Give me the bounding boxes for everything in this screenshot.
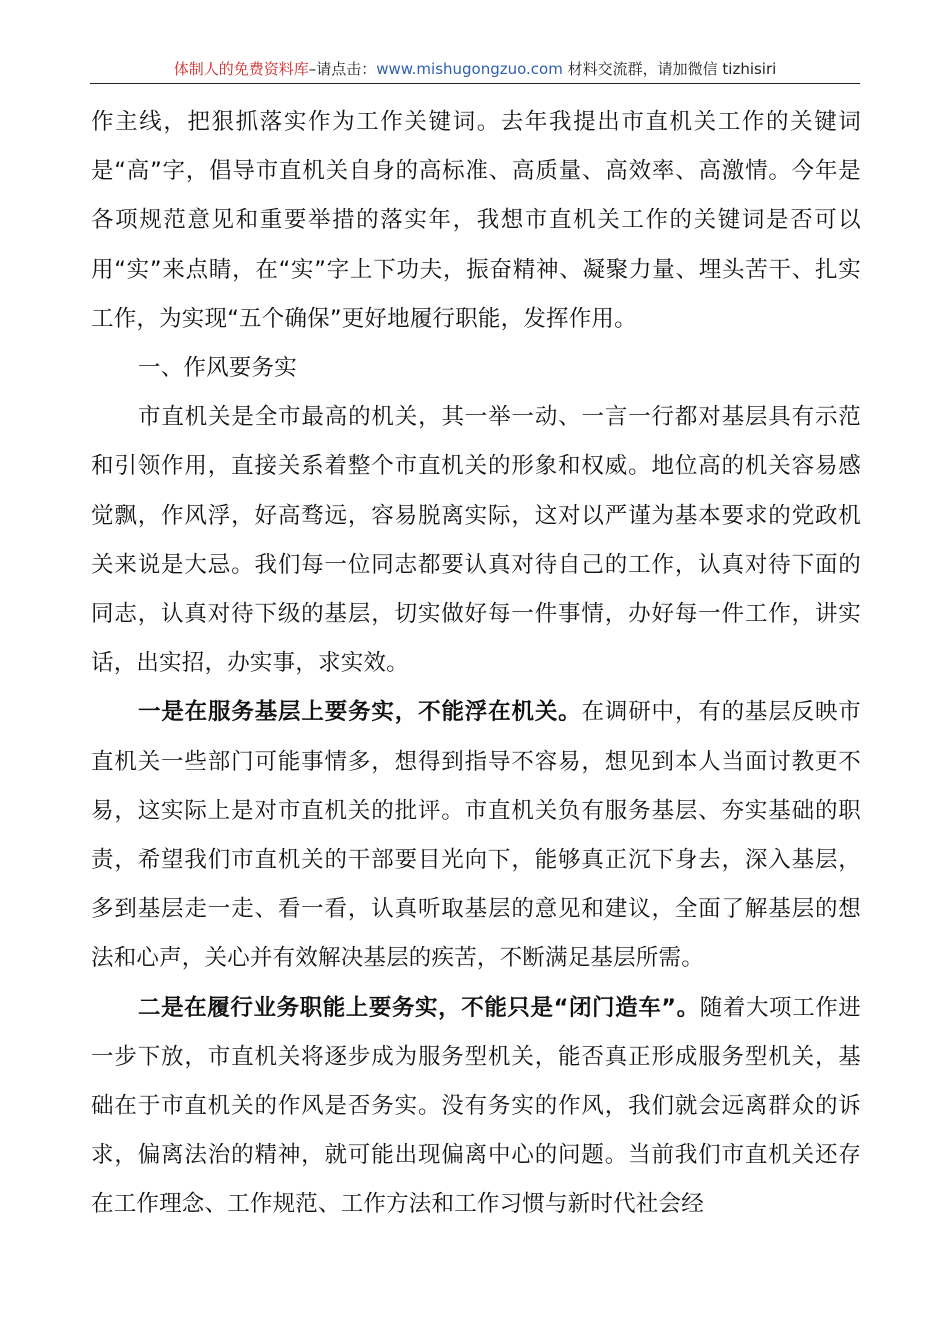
section-heading <box>91 344 861 393</box>
header-brand: 体制人的免费资料库 <box>173 60 309 78</box>
paragraph-text: 在调研中，有的基层反映市直机关一些部门可能事情多，想得到指导不容易，想见到本人当面讨教更不易，这实际上是对市直机关的批评。市直机关负有服务基层、夯实基础的职责，希望我们市直机关的干部要目光向下，能够真正沉下身去，深入基层，多到基层走一走、看一看，认真听取基层的意见和建议，全面了解基层的想法和心声，关心并有效解决基层的疾苦，不断满足基层所需。 <box>91 699 861 972</box>
header-suffix: 材料交流群，请加微信 tizhisiri <box>562 60 777 78</box>
document-body <box>91 98 861 1230</box>
paragraph-body <box>91 393 861 688</box>
section-heading-text: 一、作风要务实 <box>138 355 297 382</box>
paragraph-point-one <box>91 688 861 983</box>
paragraph-lead: 二是在履行业务职能上要务实，不能只是“闭门造车”。 <box>138 994 700 1021</box>
page-header <box>90 57 860 84</box>
paragraph-text: 作主线，把狠抓落实作为工作关键词。去年我提出市直机关工作的关键词是“高”字，倡导市直机关自身的高标准、高质量、高效率、高激情。今年是各项规范意见和重要举措的落实年，我想市直机关工作的关键词是否可以用“实”来点睛，在“实”字上下功夫，振奋精神、凝聚力量、埋头苦干、扎实工作，为实现“五个确保”更好地履行职能，发挥作用。 <box>91 109 861 332</box>
paragraph-intro <box>91 98 861 344</box>
paragraph-text: 市直机关是全市最高的机关，其一举一动、一言一行都对基层具有示范和引领作用，直接关系着整个市直机关的形象和权威。地位高的机关容易感觉飘，作风浮，好高骛远，容易脱离实际，这对以严谨为基本要求的党政机关来说是大忌。我们每一位同志都要认真对待自己的工作，认真对待下面的同志，认真对待下级的基层，切实做好每一件事情，办好每一件工作，讲实话，出实招，办实事，求实效。 <box>91 404 861 677</box>
header-prompt: –请点击： <box>308 60 377 78</box>
paragraph-text: 随着大项工作进一步下放，市直机关将逐步成为服务型机关，能否真正形成服务型机关，基础在于市直机关的作风是否务实。没有务实的作风，我们就会远离群众的诉求，偏离法治的精神，就可能出现偏离中心的问题。当前我们市直机关还存在工作理念、工作规范、工作方法和工作习惯与新时代社会经 <box>91 994 862 1218</box>
header-url-link[interactable]: www.mishugongzuo.com <box>376 60 563 78</box>
paragraph-lead: 一是在服务基层上要务实，不能浮在机关。 <box>138 699 582 726</box>
paragraph-point-two <box>91 984 861 1230</box>
